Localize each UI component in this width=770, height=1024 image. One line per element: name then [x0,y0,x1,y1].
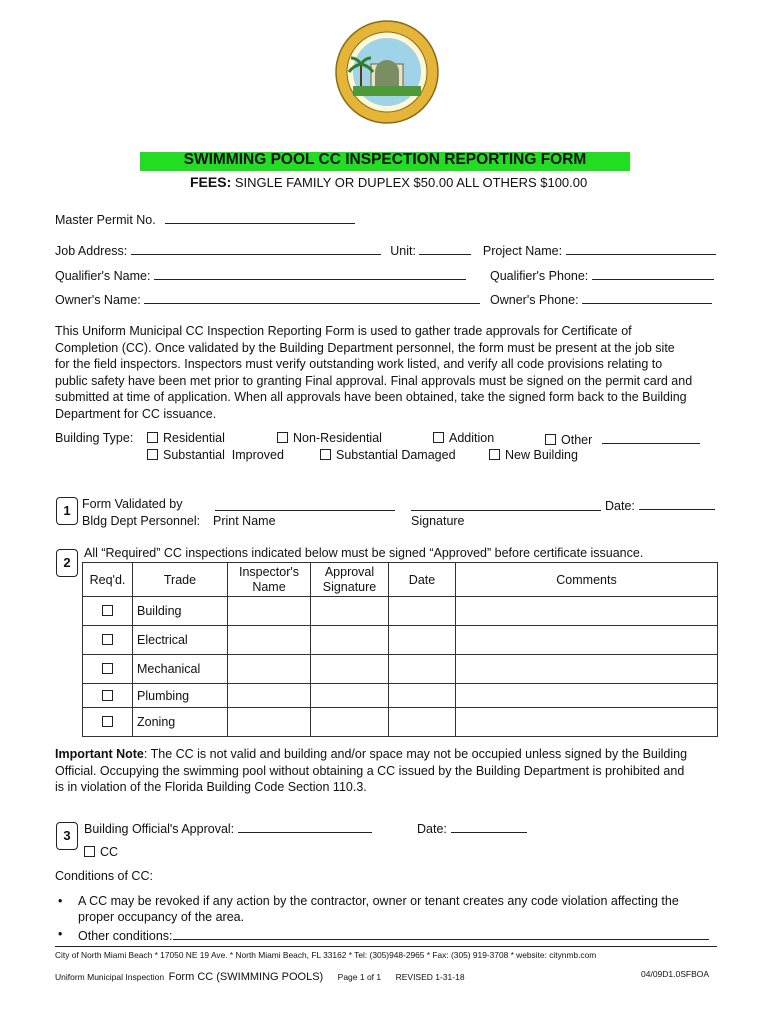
qualifier-phone-row [490,267,714,283]
bullet-dot-icon: • [58,894,63,908]
qualifier-phone-field[interactable] [592,267,714,280]
owner-row [55,291,480,307]
option-substantial-damaged[interactable] [320,448,456,462]
intro-line: public safety have been met prior to granting Final approval. Final approvals must be signed on the permit card and [55,373,693,388]
option-label: Residential [163,431,225,445]
inspector-cell[interactable] [228,708,311,737]
trade-mechanical: Mechanical [133,655,228,684]
footer-code: 04/09D1.0SFBOA [641,969,710,979]
date-cell[interactable] [389,597,456,626]
inspector-cell[interactable] [228,655,311,684]
signature-cell[interactable] [311,626,389,655]
bldg-dept-label: Bldg Dept Personnel: [82,514,201,528]
table-row [83,655,718,684]
section-2-number: 2 [56,549,78,577]
comments-cell[interactable] [456,597,718,626]
official-approval-field[interactable] [238,820,372,833]
important-label: Important Note [55,747,144,761]
table-row [83,597,718,626]
qualifier-phone-label: Qualifier's Phone: [490,269,589,283]
footer-form-a: Uniform Municipal Inspection [55,972,165,982]
table-row [83,626,718,655]
footer-form-b: Form CC (SWIMMING POOLS) [168,971,324,983]
option-other[interactable] [545,431,700,447]
col-approval-line1: Approval [324,564,375,579]
date-cell[interactable] [389,626,456,655]
owner-name-field[interactable] [144,291,480,304]
footer-form-line [55,967,465,985]
bullet-dot-icon: • [58,927,63,941]
option-new-building[interactable] [489,448,578,462]
col-comments: Comments [456,563,718,597]
official-approval-row [84,820,372,836]
owner-phone-label: Owner's Phone: [490,293,579,307]
col-inspector [228,563,311,597]
table-row [83,684,718,708]
footer-divider [55,946,717,947]
signature-cell[interactable] [311,708,389,737]
checkbox[interactable] [147,432,158,443]
inspector-cell[interactable] [228,626,311,655]
date-cell[interactable] [389,708,456,737]
master-permit-field[interactable] [165,211,355,224]
date-field[interactable] [639,497,715,510]
col-approval [311,563,389,597]
comments-cell[interactable] [456,684,718,708]
signature-field[interactable] [411,498,601,511]
option-addition[interactable] [433,431,494,445]
date-cell[interactable] [389,655,456,684]
qualifier-row [55,267,466,283]
qualifier-name-field[interactable] [154,267,466,280]
footer-page: Page 1 of 1 [337,972,382,982]
master-permit-row [55,211,355,227]
inspector-cell[interactable] [228,597,311,626]
other-conditions-field[interactable] [173,927,709,940]
trade-building: Building [133,597,228,626]
reqd-cell[interactable] [83,597,133,626]
option-label: Substantial Improved [163,448,284,462]
important-line: Official. Occupying the swimming pool without obtaining a CC issued by the Building Department is prohibited and [55,763,685,778]
signature-cell[interactable] [311,684,389,708]
col-inspector-line1: Inspector's [238,564,300,579]
reqd-cell[interactable] [83,655,133,684]
checkbox[interactable] [433,432,444,443]
intro-line: Completion (CC). Once validated by the Building Department personnel, the form must be present at the job site [55,340,675,355]
reqd-cell[interactable] [83,708,133,737]
reqd-cell[interactable] [83,626,133,655]
option-label: Substantial Damaged [336,448,456,462]
qualifier-name-label: Qualifier's Name: [55,269,151,283]
trade-zoning: Zoning [133,708,228,737]
checkbox[interactable] [102,663,113,674]
signature-cell[interactable] [311,597,389,626]
col-reqd: Req'd. [83,563,133,597]
comments-cell[interactable] [456,655,718,684]
option-residential[interactable] [147,431,225,445]
option-label: Addition [449,431,495,445]
validated-by-label: Form Validated by [82,497,183,511]
checkbox[interactable] [102,634,113,645]
section-1-date [605,497,715,513]
inspector-cell[interactable] [228,684,311,708]
important-line: : The CC is not valid and building and/or space may not be occupied unless signed by the Building [143,747,688,761]
official-date-row [417,820,527,836]
date-label: Date: [605,499,635,513]
intro-line: This Uniform Municipal CC Inspection Reporting Form is used to gather trade approvals for Certificate of [55,324,632,338]
checkbox[interactable] [102,605,113,616]
unit-label: Unit: [390,244,416,258]
cc-label: CC [100,845,119,859]
fees-label: FEES: [190,174,232,190]
condition-1-line-2: proper occupancy of the area. [78,910,245,924]
section-2-heading: All “Required” CC inspections indicated below must be signed “Approved” before certificate issuance. [84,546,644,560]
option-label: Non-Residential [293,431,382,445]
intro-line: Department for CC issuance. [55,406,217,421]
table-row [83,708,718,737]
job-address-row [55,242,716,258]
official-approval-label: Building Official's Approval: [84,822,235,836]
checkbox[interactable] [84,846,95,857]
owner-phone-row [490,291,712,307]
section-1-number: 1 [56,497,78,525]
cc-option[interactable] [84,845,118,859]
col-date: Date [389,563,456,597]
other-conditions-row [78,927,709,943]
fees-line [190,174,587,190]
inspection-table [82,562,718,737]
condition-1-line-1: A CC may be revoked if any action by the contractor, owner or tenant creates any code violation affecting the [78,894,679,908]
trade-electrical: Electrical [133,626,228,655]
building-type-label: Building Type: [55,431,134,445]
section-3-number: 3 [56,822,78,850]
signature-caption: Signature [411,514,465,528]
option-substantial-improved[interactable] [147,448,284,462]
project-name-label: Project Name: [482,244,563,258]
city-seal-logo [335,20,439,124]
job-address-label: Job Address: [55,244,128,258]
important-note [55,746,687,796]
important-line: is in violation of the Florida Building Code Section 110.3. [55,780,367,794]
col-inspector-line2: Name [252,579,286,594]
checkbox[interactable] [147,449,158,460]
conditions-label: Conditions of CC: [55,869,153,883]
footer-address: City of North Miami Beach * 17050 NE 19 Ave. * North Miami Beach, FL 33162 * Tel: (305)948-2965 * Fax: (305) 919-3708 * website: citynmb.com [55,950,597,960]
owner-name-label: Owner's Name: [55,293,141,307]
option-label: Other [561,433,593,447]
intro-line: submitted at time of application. When all approvals have been obtained, take the signed form back to the Building [55,390,687,405]
comments-cell[interactable] [456,708,718,737]
checkbox[interactable] [489,449,500,460]
checkbox[interactable] [102,690,113,701]
master-permit-label: Master Permit No. [55,213,156,227]
official-date-label: Date: [417,822,447,836]
reqd-cell[interactable] [83,684,133,708]
comments-cell[interactable] [456,626,718,655]
trade-plumbing: Plumbing [133,684,228,708]
form-title: SWIMMING POOL CC INSPECTION REPORTING FORM [183,151,587,168]
owner-phone-field[interactable] [582,291,712,304]
date-cell[interactable] [389,684,456,708]
col-approval-line2: Signature [322,579,377,594]
print-name-caption: Print Name [213,514,276,528]
other-conditions-label: Other conditions: [78,929,173,943]
fees-text: SINGLE FAMILY OR DUPLEX $50.00 ALL OTHERS $100.00 [234,175,588,190]
unit-field[interactable] [419,242,471,255]
print-name-field[interactable] [215,498,395,511]
checkbox[interactable] [320,449,331,460]
official-date-field[interactable] [451,820,527,833]
intro-paragraph [55,323,719,423]
col-trade: Trade [133,563,228,597]
project-name-field[interactable] [566,242,716,255]
checkbox[interactable] [102,716,113,727]
other-field[interactable] [602,431,700,444]
option-label: New Building [505,448,578,462]
signature-cell[interactable] [311,655,389,684]
checkbox[interactable] [545,434,556,445]
option-non-residential[interactable] [277,431,382,445]
intro-line: for the field inspectors. Inspectors must verify outstanding work listed, and verify all code provisions relating to [55,357,663,372]
footer-revised: REVISED 1-31-18 [395,972,465,982]
job-address-field[interactable] [131,242,381,255]
checkbox[interactable] [277,432,288,443]
